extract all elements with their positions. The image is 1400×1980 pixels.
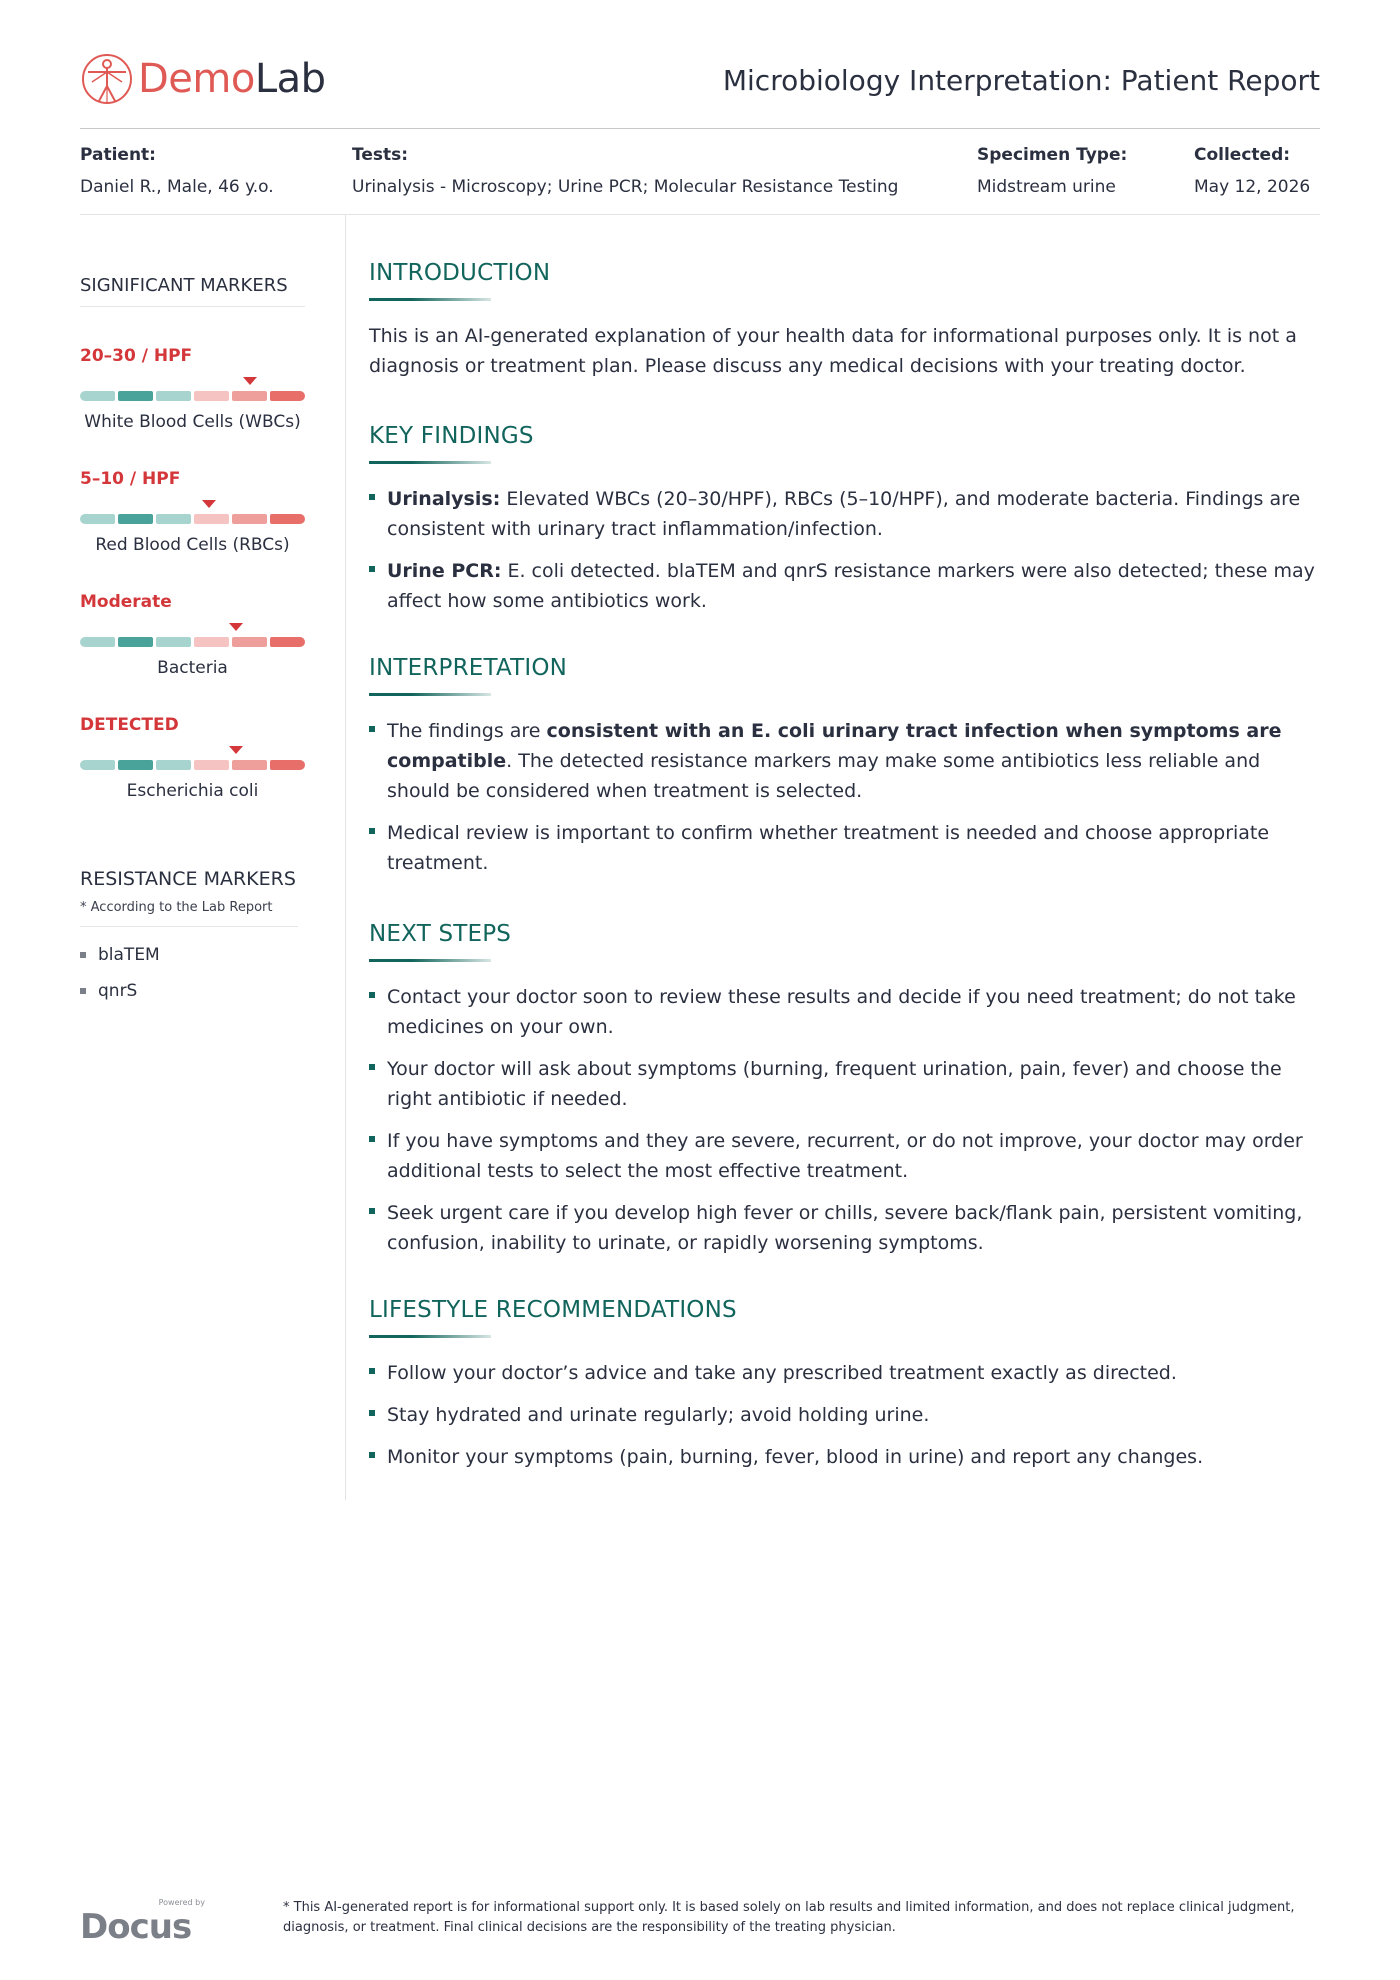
list-item: Contact your doctor soon to review these results and decide if you need treatment; do not take medicines on your own. xyxy=(369,982,1320,1042)
marker-name: Bacteria xyxy=(157,658,228,678)
resistance-marker-item: qnrS xyxy=(80,980,160,1016)
marker-scale xyxy=(80,391,305,401)
list-item xyxy=(369,716,1320,806)
footer-disclaimer: * This AI-generated report is for informational support only. It is based solely on lab results and limited information, and does not replace clinical judgment, diagnosis, or treatment. Final clinical decisions are the responsibility of the treating physician. xyxy=(283,1900,1295,1935)
tests-info xyxy=(352,145,898,197)
marker-value: 20–30 / HPF xyxy=(80,346,193,366)
lifestyle-list xyxy=(369,1358,1320,1472)
lifestyle-section xyxy=(369,1297,1320,1484)
vitruvian-man-icon xyxy=(80,52,134,106)
marker-item xyxy=(80,294,305,432)
specimen-info xyxy=(977,145,1127,197)
list-item: Follow your doctor’s advice and take any prescribed treatment exactly as directed. xyxy=(369,1358,1320,1388)
next-steps-section xyxy=(369,921,1320,1270)
brand-name-demo: Demo xyxy=(138,56,255,102)
docus-wordmark: Docus xyxy=(80,1907,192,1947)
section-title: NEXT STEPS xyxy=(369,921,512,947)
info-divider xyxy=(80,214,1320,215)
resistance-markers-list xyxy=(80,944,160,1016)
specimen-value: Midstream urine xyxy=(977,177,1116,197)
key-findings-section xyxy=(369,423,1320,628)
interpretation-list xyxy=(369,716,1320,878)
marker-pointer-icon xyxy=(202,500,216,508)
list-item: Your doctor will ask about symptoms (burning, frequent urination, pain, fever) and choose the right antibiotic if needed. xyxy=(369,1054,1320,1114)
tests-value: Urinalysis - Microscopy; Urine PCR; Molecular Resistance Testing xyxy=(352,177,899,197)
section-underline xyxy=(369,1335,491,1338)
list-item: Stay hydrated and urinate regularly; avoid holding urine. xyxy=(369,1400,1320,1430)
significant-markers-list xyxy=(80,294,305,801)
significant-markers-title: SIGNIFICANT MARKERS xyxy=(80,275,305,307)
list-item xyxy=(369,484,1320,544)
finding-heading: Urine PCR: xyxy=(387,560,502,582)
marker-pointer-icon xyxy=(229,746,243,754)
marker-item xyxy=(80,540,305,678)
marker-name: Escherichia coli xyxy=(126,781,259,801)
list-item xyxy=(369,556,1320,616)
brand-name xyxy=(138,56,326,102)
marker-pointer-icon xyxy=(243,377,257,385)
resistance-divider xyxy=(80,926,298,927)
patient-info xyxy=(80,145,274,197)
introduction-section xyxy=(369,260,1320,381)
section-title: INTERPRETATION xyxy=(369,655,568,681)
key-findings-list xyxy=(369,484,1320,616)
collected-label: Collected: xyxy=(1194,145,1291,165)
marker-value: 5–10 / HPF xyxy=(80,469,181,489)
powered-by-label: Powered by xyxy=(158,1898,205,1907)
interpretation-text: The findings are xyxy=(387,720,547,742)
marker-scale xyxy=(80,637,305,647)
section-title: KEY FINDINGS xyxy=(369,423,534,449)
marker-scale xyxy=(80,514,305,524)
report-header xyxy=(80,52,1320,102)
tests-label: Tests: xyxy=(352,145,409,165)
brand-logo xyxy=(80,52,326,106)
collected-info xyxy=(1194,145,1310,197)
introduction-text: This is an AI-generated explanation of your health data for informational purposes only. It is not a diagnosis or treatment plan. Please discuss any medical decisions with your treating doctor. xyxy=(369,325,1297,377)
marker-scale xyxy=(80,760,305,770)
interpretation-section xyxy=(369,655,1320,890)
list-item: Seek urgent care if you develop high fever or chills, severe back/flank pain, persistent vomiting, confusion, inability to urinate, or rapidly worsening symptoms. xyxy=(369,1198,1320,1258)
marker-item xyxy=(80,663,305,801)
section-underline xyxy=(369,693,491,696)
marker-name: White Blood Cells (WBCs) xyxy=(84,412,301,432)
specimen-label: Specimen Type: xyxy=(977,145,1128,165)
next-steps-list xyxy=(369,982,1320,1258)
resistance-markers-note: * According to the Lab Report xyxy=(80,900,273,915)
list-item: If you have symptoms and they are severe, recurrent, or do not improve, your doctor may order additional tests to select the most effective treatment. xyxy=(369,1126,1320,1186)
section-underline xyxy=(369,959,491,962)
section-title: LIFESTYLE RECOMMENDATIONS xyxy=(369,1297,737,1323)
marker-name: Red Blood Cells (RBCs) xyxy=(95,535,290,555)
marker-value: Moderate xyxy=(80,592,172,612)
interpretation-text: . The detected resistance markers may make some antibiotics less reliable and should be considered when treatment is selected. xyxy=(387,750,1261,802)
report-title: Microbiology Interpretation: Patient Report xyxy=(722,64,1320,97)
resistance-markers-title: RESISTANCE MARKERS xyxy=(80,868,296,890)
list-item: Monitor your symptoms (pain, burning, fever, blood in urine) and report any changes. xyxy=(369,1442,1320,1472)
patient-label: Patient: xyxy=(80,145,156,165)
section-title: INTRODUCTION xyxy=(369,260,551,286)
marker-pointer-icon xyxy=(229,623,243,631)
marker-value: DETECTED xyxy=(80,715,179,735)
header-divider xyxy=(80,128,1320,129)
finding-heading: Urinalysis: xyxy=(387,488,501,510)
brand-name-lab: Lab xyxy=(254,56,326,102)
docus-logo xyxy=(80,1898,205,1947)
finding-text: Elevated WBCs (20–30/HPF), RBCs (5–10/HPF), and moderate bacteria. Findings are consistent with urinary tract inflammation/infection. xyxy=(387,488,1301,540)
sidebar xyxy=(80,275,305,801)
section-underline xyxy=(369,461,491,464)
finding-text: E. coli detected. blaTEM and qnrS resistance markers were also detected; these may affect how some antibiotics work. xyxy=(387,560,1315,612)
sidebar-divider xyxy=(345,215,346,1500)
resistance-marker-item: blaTEM xyxy=(80,944,160,980)
marker-item xyxy=(80,417,305,555)
list-item: Medical review is important to confirm whether treatment is needed and choose appropriate treatment. xyxy=(369,818,1320,878)
collected-value: May 12, 2026 xyxy=(1194,177,1311,197)
interpretation-emphasis: consistent with an E. coli urinary tract infection when symptoms are compatible xyxy=(387,720,1282,772)
section-underline xyxy=(369,298,491,301)
patient-value: Daniel R., Male, 46 y.o. xyxy=(80,177,274,197)
